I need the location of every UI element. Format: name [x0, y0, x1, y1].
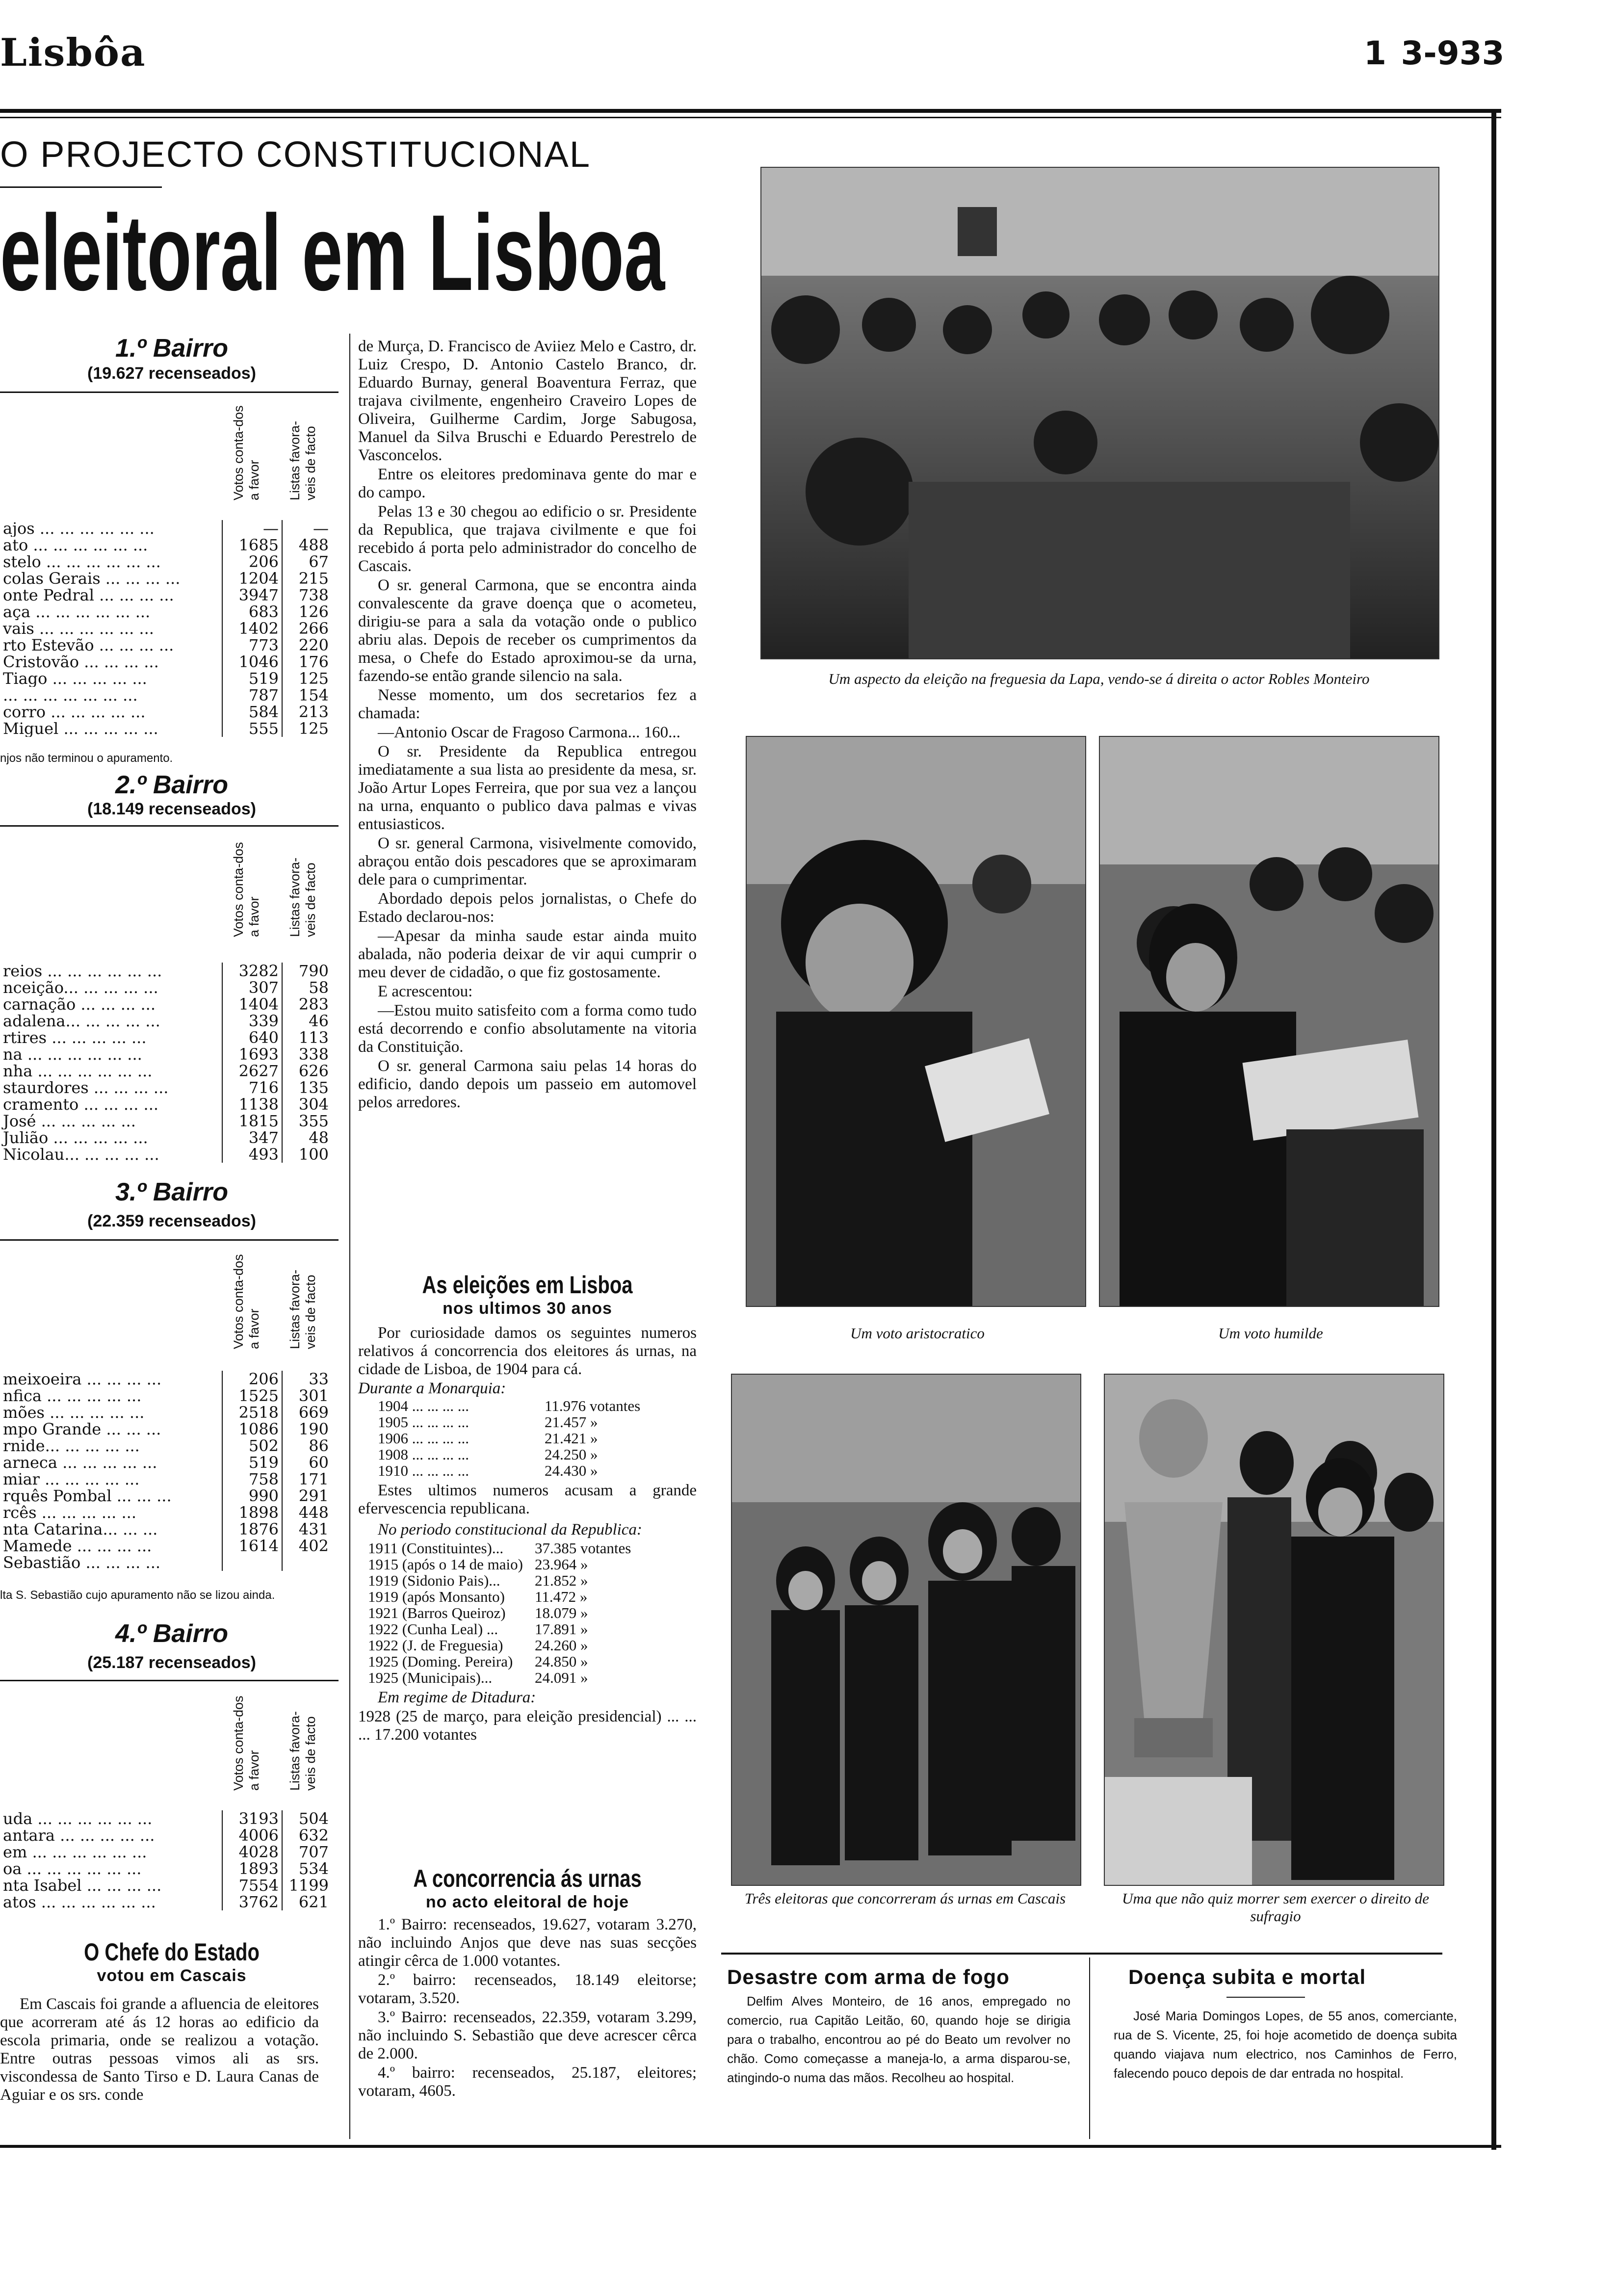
election-year: 1925 (Municipais)...: [368, 1669, 493, 1686]
votos-a-favor: 1086: [222, 1421, 282, 1437]
parish-name: Julião ... ... ... ... ...: [3, 1129, 148, 1146]
votos-a-favor: 3947: [222, 587, 282, 603]
votos-a-favor: 519: [222, 1454, 282, 1471]
votos-a-favor: —: [222, 520, 282, 537]
middle-article: de Murça, D. Francisco de Aviiez Melo e Castro, dr. Luiz Crespo, D. Antonio Castelo Branco, dr. Eduardo Burnay, general Boaventura Ferraz, que trajava civilmente, engenheiro Craveiro Lopes de Oliveira, Guilherme Cardim, Jorge Sabugosa, Manuel da Silva Bruschi e Eduardo Perestrelo de Vasconcelos. Entre os eleitores predominava gente do mar e do campo. Pelas 13 e 30 chegou ao edificio o sr. Presidente da Republica, que trajava civilmente e que foi recebido á porta pelo administrador do concelho de Cascais. O sr. general Carmona, que se encontra ainda convalescente da grave doença que o acometeu, dirigiu-se para a sala da votação onde o publico abriu alas. Depois de receber os cumprimentos da mesa, o Chefe do Estado aproximou-se da urna, fazendo-se então grande silencio na sala. Nesse momento, um dos secretarios fez a chamada: —Antonio Oscar de Fragoso Carmona... 160... O sr. Presidente da Republica entregou imediatamente a sua lista ao presidente da mesa, sr. João Artur Lopes Ferreira, que por sua vez a lançou na urna, enquanto o publico dava palmas e vivas entusiasticos. O sr. general Carmona, visivelmente comovido, abraçou então dois pescadores que se aproximaram dele para o cumprimentar. Abordado depois pelos jornalistas, o Chefe do Estado declarou-nos: —Apesar da minha saude estar ainda muito abalada, não poderia deixar de vir aqui cumprir o meu dever de cidadão, o que fiz gostosamente. E acrescentou: —Estou muito satisfeito com a forma como tudo está decorrendo e confio absolutamente na vitoria da Constituição. O sr. general Carmona saiu pelas 14 horas do edificio, dando depois um passeio em automovel pelos arredores.: [358, 338, 697, 1111]
votos-a-favor: 3282: [222, 963, 282, 979]
table-row: [0, 1387, 332, 1404]
election-year: 1922 (J. de Freguesia): [368, 1637, 503, 1654]
bairro-2-table: [0, 963, 332, 1163]
listas-de-facto: 215: [298, 569, 329, 588]
parish-name: meixoeira ... ... ... ...: [3, 1371, 162, 1387]
issue-date: 1 3-933: [1364, 34, 1505, 72]
listas-de-facto: 626: [298, 1062, 329, 1080]
election-votantes: 24.850 »: [535, 1653, 588, 1670]
listas-de-facto: 33: [309, 1370, 329, 1388]
masthead-rule-top: [0, 109, 1501, 113]
table-row: [0, 1113, 332, 1129]
votos-a-favor: 3762: [222, 1894, 282, 1910]
parish-name: ajos ... ... ... ... ... ...: [3, 520, 155, 537]
table-row: [0, 1860, 332, 1877]
bairro-3-subtitle: (22.359 recenseados): [87, 1212, 256, 1230]
parish-name: rcês ... ... ... ... ...: [3, 1504, 137, 1521]
votos-a-favor: 716: [222, 1079, 282, 1096]
ditadura-entry: 1928 (25 de março, para eleição presidencial) ... ... ... 17.200 votantes: [358, 1708, 697, 1744]
listas-de-facto: 402: [298, 1537, 329, 1555]
list-item: [368, 1540, 697, 1556]
parish-name: stelo ... ... ... ... ... ...: [3, 553, 161, 570]
list-item: [368, 1653, 697, 1670]
parish-name: Miguel ... ... ... ... ...: [3, 720, 158, 737]
bairro-2-title: 2.º Bairro: [115, 771, 228, 799]
list-item: [368, 1637, 697, 1653]
caption-aristocratico: Um voto aristocratico: [850, 1325, 985, 1342]
photo-lapa-election: [760, 167, 1439, 659]
concorrencia-subtitle: no acto eleitoral de hoje: [425, 1893, 629, 1911]
votos-a-favor: 1525: [222, 1387, 282, 1404]
table-row: [0, 1877, 332, 1894]
parish-name: nta Isabel ... ... ... ...: [3, 1877, 162, 1894]
chefe-title: O Chefe do Estado: [84, 1938, 260, 1966]
votos-a-favor: 787: [222, 687, 282, 704]
list-item: [368, 1670, 697, 1686]
briefs-divider: [1089, 1957, 1090, 2139]
table-row: [0, 1504, 332, 1521]
parish-name: mões ... ... ... ... ...: [3, 1404, 145, 1421]
listas-de-facto: 632: [298, 1826, 329, 1845]
parish-name: rto Estevão ... ... ... ...: [3, 637, 174, 653]
parish-name: na ... ... ... ... ... ...: [3, 1046, 142, 1063]
table-row: [0, 553, 332, 570]
parish-name: vais ... ... ... ... ... ...: [3, 620, 154, 637]
table-row: [0, 687, 332, 704]
table-row: [0, 1046, 332, 1063]
listas-de-facto: 1199: [288, 1876, 329, 1895]
election-votantes: 11.472 »: [535, 1588, 588, 1605]
parish-name: oa ... ... ... ... ... ...: [3, 1860, 142, 1877]
votos-a-favor: 1138: [222, 1096, 282, 1113]
bairro-3-table: [0, 1371, 332, 1571]
votos-a-favor: 502: [222, 1437, 282, 1454]
parish-name: nceição... ... ... ... ...: [3, 979, 158, 996]
eleicoes-intro: Por curiosidade damos os seguintes numeros relativos á concorrencia dos eleitores ás urnas, na cidade de Lisboa, de 1904 para cá.: [358, 1324, 697, 1378]
monarquia-label: Durante a Monarquia:: [358, 1380, 506, 1397]
parish-name: carnação ... ... ... ...: [3, 996, 156, 1013]
newspaper-name: Lisbôa: [0, 30, 146, 75]
parish-name: onte Pedral ... ... ... ...: [3, 587, 174, 603]
votos-a-favor: 1876: [222, 1521, 282, 1538]
concorrencia-body: 1.º Bairro: recenseados, 19.627, votaram 3.270, não incluindo Anjos que deve nas suas secções atingir cêrca de 1.000 votantes. 2.º bairro: recenseados, 18.149 eleitorse; votaram, 3.520. 3.º Bairro: recenseados, 22.359, votaram 3.299, não incluindo S. Sebastião que deve acrescer cêrca de 2.000. 4.º bairro: recenseados, 25.187, eleitores; votaram, 4605.: [358, 1916, 697, 2100]
listas-de-facto: 100: [298, 1145, 329, 1164]
photo-eleitoras-cascais: [731, 1374, 1081, 1886]
parish-name: colas Gerais ... ... ... ...: [3, 570, 181, 587]
votos-a-favor: 3193: [222, 1810, 282, 1827]
parish-name: rtires ... ... ... ... ...: [3, 1029, 147, 1046]
votos-a-favor: 307: [222, 979, 282, 996]
votos-a-favor: 2518: [222, 1404, 282, 1421]
bairro-1-note: njos não terminou o apuramento.: [0, 752, 173, 765]
masthead-rule-bottom: [0, 117, 1501, 118]
votos-a-favor: 758: [222, 1471, 282, 1487]
listas-de-facto: 738: [298, 586, 329, 604]
votos-a-favor: 519: [222, 670, 282, 687]
table-row: [0, 996, 332, 1013]
kicker-title: O PROJECTO CONSTITUCIONAL: [0, 134, 591, 175]
votos-a-favor: 1404: [222, 996, 282, 1013]
election-year: 1911 (Constituintes)...: [368, 1539, 504, 1557]
bairro-1-subtitle: (19.627 recenseados): [87, 364, 256, 383]
table-row: [0, 1487, 332, 1504]
column-divider-1: [349, 334, 350, 2139]
bairro-4-header-votos: Votos conta-dos a favor: [231, 1696, 261, 1791]
parish-name: aça ... ... ... ... ... ...: [3, 603, 151, 620]
election-votantes: 24.430 »: [545, 1462, 598, 1479]
bairro-2-header-votos: Votos conta-dos a favor: [231, 842, 261, 937]
chefe-body: Em Cascais foi grande a afluencia de eleitores que acorreram até ás 12 horas ao edificio da escola primaria, onde se realizou a votação. Entre outras pessoas vimos ali as srs. viscondessa de Santo Tirso e D. Laura Canas de Aguiar e os srs. conde: [0, 1995, 319, 2104]
briefs-top-rule: [721, 1953, 1442, 1955]
table-row: [0, 1029, 332, 1046]
table-row: [0, 537, 332, 553]
desastre-body: Delfim Alves Monteiro, de 16 anos, empregado no comercio, rua Capitão Leitão, 60, quando hoje se dirigia para o trabalho, encontrou ao pé do Beato um revolver no chão. Como começasse a maneja-lo, a arma disparou-se, atingindo-o numa das mãos. Recolheu ao hospital.: [727, 1994, 1070, 2085]
listas-de-facto: 46: [309, 1012, 329, 1030]
votos-a-favor: 773: [222, 637, 282, 653]
listas-de-facto: 534: [298, 1859, 329, 1878]
list-item: [368, 1589, 697, 1605]
listas-de-facto: —: [313, 519, 329, 538]
caption-lapa: Um aspecto da eleição na freguesia da Lapa, vendo-se á direita o actor Robles Monteiro: [828, 670, 1370, 687]
photo-voto-aristocratico: [746, 736, 1086, 1307]
votos-a-favor: 347: [222, 1129, 282, 1146]
bairro-3-note: lta S. Sebastião cujo apuramento não se lizou ainda.: [0, 1589, 275, 1602]
table-row: [0, 1096, 332, 1113]
bairro-4-subtitle: (25.187 recenseados): [87, 1653, 256, 1672]
eleicoes-subtitle: nos ultimos 30 anos: [443, 1299, 612, 1318]
listas-de-facto: 60: [309, 1453, 329, 1472]
listas-de-facto: 190: [298, 1420, 329, 1438]
bairros-column: [0, 334, 343, 2002]
parish-name: nta Catarina... ... ...: [3, 1521, 158, 1538]
parish-name: ato ... ... ... ... ... ...: [3, 537, 148, 553]
listas-de-facto: 431: [298, 1520, 329, 1539]
bairro-2-subtitle: (18.149 recenseados): [87, 800, 256, 818]
listas-de-facto: 58: [309, 978, 329, 997]
parish-name: ... ... ... ... ... ... ...: [3, 687, 138, 704]
election-year: 1922 (Cunha Leal) ...: [368, 1620, 498, 1638]
bairro-3-header-listas: Listas favora-veis de facto: [287, 1269, 318, 1349]
kicker-underline: [0, 186, 162, 188]
bairro-4-header-listas: Listas favora-veis de facto: [287, 1711, 318, 1791]
table-row: [0, 587, 332, 603]
table-row: [0, 620, 332, 637]
listas-de-facto: 67: [309, 552, 329, 571]
concorrencia-title: A concorrencia ás urnas: [413, 1865, 642, 1892]
table-row: [0, 1471, 332, 1487]
election-year: 1904 ... ... ... ...: [378, 1397, 469, 1414]
listas-de-facto: 125: [298, 669, 329, 688]
election-votantes: 23.964 »: [535, 1556, 588, 1573]
table-row: [0, 1538, 332, 1554]
election-votantes: 18.079 »: [535, 1604, 588, 1621]
parish-name: Tiago ... ... ... ... ...: [3, 670, 147, 687]
bottom-rule: [0, 2145, 1501, 2148]
chefe-subtitle: votou em Cascais: [97, 1966, 247, 1985]
listas-de-facto: 266: [298, 619, 329, 638]
election-votantes: 11.976 votantes: [545, 1397, 641, 1414]
listas-de-facto: 304: [298, 1095, 329, 1114]
table-row: [0, 520, 332, 537]
table-row: [0, 1844, 332, 1860]
votos-a-favor: 4006: [222, 1827, 282, 1844]
list-item: [378, 1398, 697, 1414]
listas-de-facto: 213: [298, 703, 329, 721]
parish-name: Sebastião ... ... ... ...: [3, 1554, 161, 1571]
caption-humilde: Um voto humilde: [1218, 1325, 1323, 1342]
listas-de-facto: 171: [298, 1470, 329, 1488]
election-votantes: 37.385 votantes: [535, 1539, 631, 1557]
bairro-4-rule: [0, 1680, 339, 1681]
table-row: [0, 1437, 332, 1454]
parish-name: miar ... ... ... ... ...: [3, 1471, 140, 1487]
list-item: [378, 1462, 697, 1479]
parish-name: Mamede ... ... ... ...: [3, 1538, 152, 1554]
listas-de-facto: 355: [298, 1112, 329, 1130]
parish-name: atos ... ... ... ... ... ...: [3, 1894, 156, 1910]
bairro-1-table: [0, 520, 332, 737]
bairro-1-header-listas: Listas favora-veis de facto: [287, 420, 318, 500]
listas-de-facto: 488: [298, 536, 329, 554]
desastre-title: Desastre com arma de fogo: [727, 1965, 1010, 1988]
listas-de-facto: 301: [298, 1386, 329, 1405]
election-votantes: 21.852 »: [535, 1572, 588, 1589]
table-row: [0, 653, 332, 670]
bairro-2-rule: [0, 825, 339, 827]
votos-a-favor: 1693: [222, 1046, 282, 1063]
votos-a-favor: 1614: [222, 1538, 282, 1554]
election-votantes: 21.421 »: [545, 1430, 598, 1447]
parish-name: adalena... ... ... ... ...: [3, 1013, 160, 1029]
table-row: [0, 1421, 332, 1437]
votos-a-favor: 1685: [222, 537, 282, 553]
bairro-4-table: [0, 1810, 332, 1910]
parish-name: Cristovão ... ... ... ...: [3, 653, 159, 670]
bairro-2-header-listas: Listas favora-veis de facto: [287, 857, 318, 937]
votos-a-favor: [222, 1554, 282, 1571]
table-row: [0, 1554, 332, 1571]
election-year: 1919 (Sidonio Pais)...: [368, 1572, 500, 1589]
table-row: [0, 1013, 332, 1029]
table-row: [0, 1129, 332, 1146]
election-year: 1910 ... ... ... ...: [378, 1462, 469, 1479]
republica-label: No periodo constitucional da Republica:: [378, 1521, 642, 1539]
votos-a-favor: 1204: [222, 570, 282, 587]
parish-name: rnide... ... ... ... ...: [3, 1437, 140, 1454]
list-item: [378, 1430, 697, 1446]
parish-name: nfica ... ... ... ... ...: [3, 1387, 142, 1404]
parish-name: Nicolau... ... ... ... ...: [3, 1146, 159, 1163]
election-year: 1919 (após Monsanto): [368, 1588, 505, 1605]
table-row: [0, 1827, 332, 1844]
parish-name: uda ... ... ... ... ... ...: [3, 1810, 153, 1827]
election-year: 1905 ... ... ... ...: [378, 1413, 469, 1431]
table-row: [0, 1521, 332, 1538]
doenca-body: José Maria Domingos Lopes, de 55 anos, comerciante, rua de S. Vicente, 25, foi hoje acometido de doença subita quando viajava num electrico, nos Caminhos de Ferro, falecendo pouco depois de dar entrada no hospital.: [1114, 2009, 1457, 2081]
listas-de-facto: 338: [298, 1045, 329, 1064]
listas-de-facto: [282, 1554, 332, 1571]
listas-de-facto: 48: [309, 1128, 329, 1147]
votos-a-favor: 1893: [222, 1860, 282, 1877]
caption-cascais: Três eleitoras que concorreram ás urnas em Cascais: [744, 1890, 1066, 1907]
election-votantes: 21.457 »: [545, 1413, 598, 1431]
listas-de-facto: 448: [298, 1503, 329, 1522]
parish-name: antara ... ... ... ... ...: [3, 1827, 155, 1844]
bairro-3-header-votos: Votos conta-dos a favor: [231, 1254, 261, 1349]
parish-name: corro ... ... ... ... ...: [3, 704, 146, 720]
table-row: [0, 979, 332, 996]
table-row: [0, 1454, 332, 1471]
listas-de-facto: 125: [298, 719, 329, 738]
eleicoes-title: As eleições em Lisboa: [422, 1271, 633, 1299]
table-row: [0, 603, 332, 620]
listas-de-facto: 86: [309, 1436, 329, 1455]
bairro-3-rule: [0, 1239, 339, 1241]
listas-de-facto: 669: [298, 1403, 329, 1422]
parish-name: staurdores ... ... ... ...: [3, 1079, 169, 1096]
listas-de-facto: 707: [298, 1843, 329, 1861]
parish-name: rquês Pombal ... ... ...: [3, 1487, 172, 1504]
votos-a-favor: 493: [222, 1146, 282, 1163]
election-year: 1921 (Barros Queiroz): [368, 1604, 506, 1621]
votos-a-favor: 1402: [222, 620, 282, 637]
monarquia-list: [378, 1398, 697, 1479]
table-row: [0, 720, 332, 737]
parish-name: José ... ... ... ... ...: [3, 1113, 136, 1129]
election-votantes: 17.891 »: [535, 1620, 588, 1638]
votos-a-favor: 683: [222, 603, 282, 620]
votos-a-favor: 990: [222, 1487, 282, 1504]
election-year: 1915 (após o 14 de maio): [368, 1556, 523, 1573]
republica-list: [368, 1540, 697, 1686]
listas-de-facto: 220: [298, 636, 329, 654]
listas-de-facto: 291: [298, 1487, 329, 1505]
table-row: [0, 704, 332, 720]
list-item: [368, 1556, 697, 1572]
listas-de-facto: 176: [298, 652, 329, 671]
listas-de-facto: 154: [298, 686, 329, 704]
election-votantes: 24.250 »: [545, 1446, 598, 1463]
bairro-1-rule: [0, 391, 339, 393]
parish-name: cramento ... ... ... ...: [3, 1096, 159, 1113]
listas-de-facto: 504: [298, 1809, 329, 1828]
election-votantes: 24.091 »: [535, 1669, 588, 1686]
votos-a-favor: 1046: [222, 653, 282, 670]
list-item: [368, 1605, 697, 1621]
votos-a-favor: 1815: [222, 1113, 282, 1129]
list-item: [368, 1572, 697, 1589]
parish-name: em ... ... ... ... ... ...: [3, 1844, 147, 1860]
right-border: [1491, 109, 1496, 2150]
election-year: 1906 ... ... ... ...: [378, 1430, 469, 1447]
bairro-1-header-votos: Votos conta-dos a favor: [231, 405, 261, 500]
bairro-4-title: 4.º Bairro: [115, 1619, 228, 1648]
votos-a-favor: 2627: [222, 1063, 282, 1079]
listas-de-facto: 135: [298, 1078, 329, 1097]
listas-de-facto: 126: [298, 602, 329, 621]
votos-a-favor: 206: [222, 1371, 282, 1387]
list-item: [378, 1446, 697, 1462]
main-headline: eleitoral em Lisboa: [0, 192, 665, 313]
votos-a-favor: 640: [222, 1029, 282, 1046]
table-row: [0, 637, 332, 653]
caption-sufragio: Uma que não quiz morrer sem exercer o direito de sufragio: [1122, 1890, 1429, 1925]
votos-a-favor: 584: [222, 704, 282, 720]
list-item: [368, 1621, 697, 1637]
votos-a-favor: 555: [222, 720, 282, 737]
votos-a-favor: 4028: [222, 1844, 282, 1860]
bairro-3-title: 3.º Bairro: [115, 1178, 228, 1206]
table-row: [0, 1146, 332, 1163]
table-row: [0, 670, 332, 687]
eleicoes-mid-note: Estes ultimos numeros acusam a grande efervescencia republicana.: [358, 1482, 697, 1517]
ditadura-label: Em regime de Ditadura:: [378, 1689, 536, 1706]
votos-a-favor: 7554: [222, 1877, 282, 1894]
listas-de-facto: 790: [298, 962, 329, 980]
doenca-underline: [1226, 1997, 1305, 1998]
election-year: 1925 (Doming. Pereira): [368, 1653, 513, 1670]
listas-de-facto: 621: [298, 1893, 329, 1911]
table-row: [0, 1810, 332, 1827]
votos-a-favor: 206: [222, 553, 282, 570]
doenca-title: Doença subita e mortal: [1128, 1965, 1366, 1988]
listas-de-facto: 283: [298, 995, 329, 1014]
votos-a-favor: 1898: [222, 1504, 282, 1521]
bairro-1-title: 1.º Bairro: [115, 334, 228, 363]
listas-de-facto: 113: [298, 1028, 329, 1047]
parish-name: arneca ... ... ... ... ...: [3, 1454, 157, 1471]
concorrencia-section: [358, 1864, 697, 2101]
list-item: [378, 1414, 697, 1430]
table-row: [0, 570, 332, 587]
eleicoes-section: [358, 1271, 697, 1744]
table-row: [0, 1063, 332, 1079]
table-row: [0, 1371, 332, 1387]
parish-name: nha ... ... ... ... ... ...: [3, 1063, 153, 1079]
table-row: [0, 1404, 332, 1421]
photo-direito-sufragio: [1104, 1374, 1444, 1886]
table-row: [0, 1894, 332, 1910]
votos-a-favor: 339: [222, 1013, 282, 1029]
parish-name: mpo Grande ... ... ...: [3, 1421, 161, 1437]
election-votantes: 24.260 »: [535, 1637, 588, 1654]
election-year: 1908 ... ... ... ...: [378, 1446, 469, 1463]
photo-voto-humilde: [1099, 736, 1439, 1307]
chefe-section: [0, 1938, 343, 2105]
table-row: [0, 963, 332, 979]
parish-name: reios ... ... ... ... ... ...: [3, 963, 162, 979]
table-row: [0, 1079, 332, 1096]
